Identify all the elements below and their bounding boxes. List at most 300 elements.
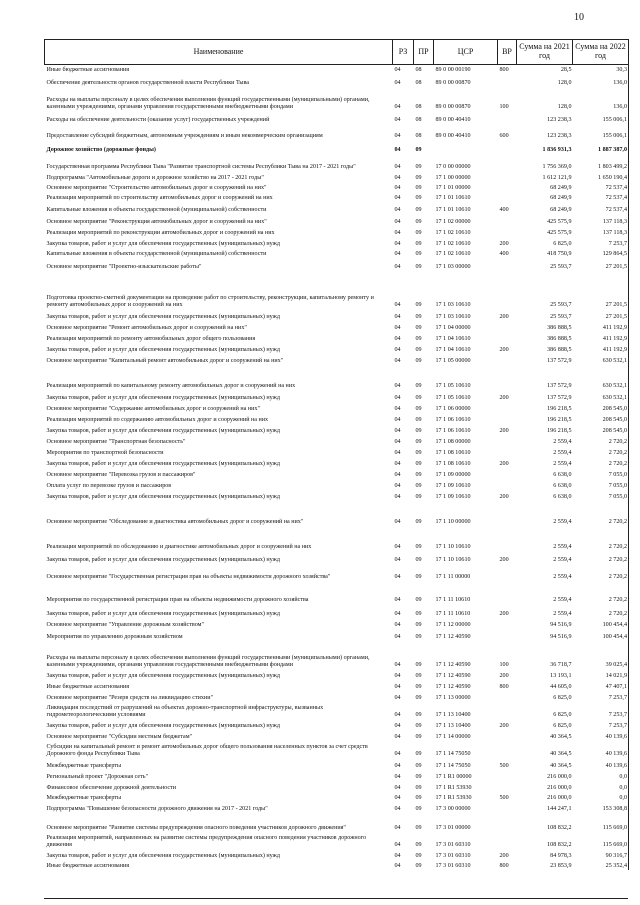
- cell-pr: 08: [415, 67, 422, 73]
- cell-name: Закупка товаров, работ и услуг для обеспечения государственных (муниципальных) нужд: [46, 461, 280, 467]
- cell-rz: 04: [394, 450, 401, 456]
- cell-name: Капитальные вложения в объекты государственной (муниципальной) собственности: [46, 251, 267, 257]
- cell-sum-2022: 0,0: [573, 781, 629, 792]
- cell-vr: 200: [499, 314, 509, 320]
- table-row: [45, 271, 629, 309]
- cell-name: Основное мероприятие "Транспортная безопасность": [46, 439, 186, 445]
- cell-csr: 17 1 00 00000: [435, 175, 471, 181]
- cell-csr: 17 1 11 10610: [435, 611, 471, 617]
- cell-pr: 09: [415, 164, 422, 170]
- cell-vr: 200: [499, 241, 509, 247]
- cell-vr: [498, 802, 517, 813]
- cell-sum-2022: 136,0: [573, 87, 629, 111]
- cell-sum-2021: 23 853,9: [550, 863, 572, 869]
- cell-rz: 04: [394, 314, 401, 320]
- cell-csr: 17 1 14 75050: [435, 751, 471, 757]
- cell-vr: 500: [499, 763, 509, 769]
- cell-sum-2021: 6 825,0: [553, 723, 572, 729]
- cell-pr: 08: [415, 104, 422, 110]
- cell-sum-2022: 1 803 499,2: [573, 154, 629, 171]
- cell-sum-2022: 30,3: [573, 65, 629, 75]
- header-sum-2021: Сумма на 2021 год: [517, 40, 573, 65]
- cell-vr: [498, 140, 517, 154]
- cell-name: Закупка товаров, работ и услуг для обеспечения государственных (муниципальных) нужд: [46, 395, 280, 401]
- cell-name: Мероприятия по управлению дорожным хозяйством: [46, 634, 183, 640]
- cell-sum-2022: 90 316,7: [573, 849, 629, 860]
- cell-vr: 600: [499, 133, 509, 139]
- cell-vr: 800: [499, 67, 509, 73]
- cell-sum-2021: 196 218,5: [547, 406, 572, 412]
- table-row: [45, 214, 629, 226]
- cell-csr: 17 1 06 10610: [435, 428, 471, 434]
- cell-sum-2022: 47 407,1: [573, 680, 629, 691]
- cell-sum-2021: 94 516,9: [550, 634, 572, 640]
- cell-pr: 09: [415, 241, 422, 247]
- cell-vr: 100: [499, 104, 509, 110]
- cell-rz: 04: [394, 147, 401, 153]
- cell-vr: 500: [499, 795, 509, 801]
- cell-sum-2021: 2 559,4: [553, 461, 572, 467]
- cell-pr: 09: [415, 417, 422, 423]
- cell-sum-2021: 216 000,0: [547, 785, 572, 791]
- cell-sum-2022: 2 720,2: [573, 551, 629, 564]
- cell-csr: 17 1 02 00000: [435, 219, 471, 225]
- cell-pr: 09: [415, 230, 422, 236]
- table-row: [45, 402, 629, 413]
- cell-sum-2021: 6 638,0: [553, 494, 572, 500]
- cell-vr: [498, 581, 517, 604]
- cell-pr: 09: [415, 806, 422, 812]
- cell-name: Реализация мероприятий, направленных на развитие системы предупреждения опасного поведения участников дорожного движения: [46, 835, 367, 848]
- cell-sum-2021: 2 559,4: [553, 544, 572, 550]
- cell-pr: 08: [415, 117, 422, 123]
- cell-pr: 09: [415, 219, 422, 225]
- cell-name: Основное мероприятие "Субсидии местным бюджетам": [46, 734, 193, 740]
- cell-sum-2022: 137 118,3: [573, 226, 629, 237]
- cell-csr: 17 1 02 10610: [435, 230, 471, 236]
- cell-vr: [498, 468, 517, 479]
- cell-pr: 09: [415, 207, 422, 213]
- cell-rz: 04: [394, 544, 401, 550]
- cell-vr: [498, 214, 517, 226]
- cell-pr: 09: [415, 195, 422, 201]
- cell-pr: 09: [415, 147, 422, 153]
- table-row: [45, 111, 629, 124]
- header-rz: РЗ: [393, 40, 414, 65]
- cell-pr: 09: [415, 395, 422, 401]
- cell-pr: 09: [415, 763, 422, 769]
- table-row: [45, 832, 629, 849]
- cell-sum-2022: 2 720,2: [573, 435, 629, 446]
- cell-rz: 04: [394, 611, 401, 617]
- cell-sum-2022: 630 532,1: [573, 365, 629, 390]
- table-row: [45, 413, 629, 424]
- cell-sum-2021: 216 000,0: [547, 774, 572, 780]
- cell-pr: 09: [415, 662, 422, 668]
- cell-csr: 17 1 02 10610: [435, 251, 471, 257]
- cell-csr: 17 1 13 10400: [435, 723, 471, 729]
- cell-vr: [498, 111, 517, 124]
- cell-name: Реализация мероприятий по реконструкции автомобильных дорог и сооружений на них: [46, 230, 275, 236]
- cell-rz: 04: [394, 164, 401, 170]
- cell-name: Закупка товаров, работ и услуг для обеспечения государственных (муниципальных) нужд: [46, 494, 280, 500]
- cell-sum-2021: 144 247,1: [547, 806, 572, 812]
- cell-sum-2021: 2 559,4: [553, 450, 572, 456]
- cell-name: Капитальные вложения в объекты государственной (муниципальной) собственности: [46, 207, 267, 213]
- cell-sum-2021: 40 364,5: [550, 734, 572, 740]
- cell-rz: 04: [394, 358, 401, 364]
- cell-sum-2022: 1 887 387,0: [573, 140, 629, 154]
- cell-name: Основное мероприятие "Государственная регистрация прав на объекты недвижимости дорожного хозяйства": [46, 574, 331, 580]
- cell-csr: 17 1 09 10610: [435, 494, 471, 500]
- cell-csr: 17 1 08 10610: [435, 450, 471, 456]
- cell-rz: 04: [394, 80, 401, 86]
- cell-csr: 17 1 03 10610: [435, 314, 471, 320]
- cell-sum-2022: 630 532,1: [573, 354, 629, 365]
- cell-sum-2021: 68 249,9: [550, 195, 572, 201]
- cell-rz: 04: [394, 104, 401, 110]
- cell-sum-2021: 1 612 121,9: [542, 175, 572, 181]
- cell-rz: 04: [394, 763, 401, 769]
- cell-sum-2022: 411 192,9: [573, 343, 629, 354]
- cell-csr: 17 1 01 10610: [435, 195, 471, 201]
- cell-sum-2021: 1 836 931,3: [542, 147, 572, 153]
- header-vr: ВР: [498, 40, 517, 65]
- cell-vr: [498, 192, 517, 202]
- cell-pr: 09: [415, 611, 422, 617]
- cell-rz: 04: [394, 723, 401, 729]
- cell-csr: 17 1 05 10610: [435, 395, 471, 401]
- cell-sum-2021: 2 559,4: [553, 439, 572, 445]
- cell-rz: 04: [394, 472, 401, 478]
- cell-pr: 09: [415, 450, 422, 456]
- cell-name: Межбюджетные трансферты: [46, 763, 122, 769]
- table-row: [45, 390, 629, 402]
- cell-sum-2022: 40 139,6: [573, 741, 629, 758]
- cell-sum-2022: 411 192,9: [573, 321, 629, 332]
- cell-vr: 100: [499, 662, 509, 668]
- table-row: [45, 501, 629, 526]
- cell-name: Государственная программа Республики Тыва "Развитие транспортной системы Республики Тыва на 2017 - 2021 годы": [46, 164, 356, 170]
- cell-csr: 17 1 R1 00000: [435, 774, 472, 780]
- cell-sum-2022: 0,0: [573, 770, 629, 781]
- cell-pr: 09: [415, 175, 422, 181]
- cell-pr: 09: [415, 695, 422, 701]
- table-row: [45, 435, 629, 446]
- cell-sum-2021: 25 593,7: [550, 314, 572, 320]
- cell-vr: [498, 271, 517, 309]
- cell-pr: 08: [415, 80, 422, 86]
- table-row: [45, 365, 629, 390]
- cell-sum-2021: 386 888,5: [547, 336, 572, 342]
- table-row: [45, 641, 629, 669]
- cell-pr: 09: [415, 472, 422, 478]
- cell-csr: 17 1 09 00000: [435, 472, 471, 478]
- table-row: [45, 691, 629, 702]
- table-row: [45, 792, 629, 802]
- cell-vr: [498, 501, 517, 526]
- cell-vr: [498, 730, 517, 741]
- cell-rz: 04: [394, 622, 401, 628]
- cell-rz: 04: [394, 117, 401, 123]
- cell-name: Финансовое обеспечение дорожной деятельности: [46, 785, 176, 791]
- cell-rz: 04: [394, 634, 401, 640]
- table-row: [45, 226, 629, 237]
- cell-vr: [498, 435, 517, 446]
- cell-csr: 17 1 10 00000: [435, 519, 471, 525]
- cell-vr: 800: [499, 863, 509, 869]
- cell-name: Региональный проект "Дорожная сеть": [46, 774, 149, 780]
- cell-sum-2021: 123 238,3: [547, 133, 572, 139]
- cell-sum-2021: 2 559,4: [553, 574, 572, 580]
- cell-rz: 04: [394, 325, 401, 331]
- cell-csr: 17 1 10 10610: [435, 544, 471, 550]
- cell-sum-2022: 155 006,1: [573, 124, 629, 140]
- cell-sum-2022: 27 201,5: [573, 258, 629, 271]
- cell-name: Закупка товаров, работ и услуг для обеспечения государственных (муниципальных) нужд: [46, 611, 280, 617]
- cell-name: Реализация мероприятий по обследованию и диагностике автомобильных дорог и сооружений на них: [46, 544, 312, 550]
- cell-vr: [498, 154, 517, 171]
- cell-sum-2022: 72 537,4: [573, 192, 629, 202]
- cell-name: Реализация мероприятий по ремонту автомобильных дорог общего пользования: [46, 336, 256, 342]
- cell-sum-2022: 14 021,9: [573, 669, 629, 680]
- cell-sum-2021: 1 756 369,0: [542, 164, 572, 170]
- cell-pr: 08: [415, 133, 422, 139]
- cell-csr: 17 3 01 00000: [435, 825, 471, 831]
- cell-pr: 09: [415, 336, 422, 342]
- cell-csr: 89 0 00 00870: [435, 104, 471, 110]
- cell-sum-2021: 68 249,9: [550, 185, 572, 191]
- table-row: [45, 74, 629, 87]
- table-row: [45, 258, 629, 271]
- cell-vr: [498, 258, 517, 271]
- table-row: [45, 192, 629, 202]
- cell-sum-2022: 208 545,0: [573, 424, 629, 435]
- cell-name: Обеспечение деятельности органов государственной власти Республики Тыва: [46, 80, 249, 86]
- cell-csr: 17 1 12 00000: [435, 622, 471, 628]
- cell-sum-2021: 40 364,5: [550, 751, 572, 757]
- table-row: [45, 813, 629, 832]
- cell-rz: 04: [394, 483, 401, 489]
- cell-csr: 17 3 01 60310: [435, 853, 471, 859]
- cell-rz: 04: [394, 557, 401, 563]
- cell-pr: 09: [415, 264, 422, 270]
- cell-pr: 09: [415, 347, 422, 353]
- cell-pr: 09: [415, 428, 422, 434]
- cell-vr: [498, 832, 517, 849]
- cell-vr: 200: [499, 673, 509, 679]
- cell-pr: 09: [415, 544, 422, 550]
- table-row: [45, 604, 629, 618]
- cell-sum-2021: 386 888,5: [547, 347, 572, 353]
- table-row: [45, 202, 629, 214]
- cell-vr: 200: [499, 557, 509, 563]
- cell-pr: 09: [415, 853, 422, 859]
- table-row: [45, 171, 629, 182]
- cell-name: Закупка товаров, работ и услуг для обеспечения государственных (муниципальных) нужд: [46, 347, 280, 353]
- cell-csr: 89 0 00 40410: [435, 133, 471, 139]
- cell-vr: 400: [499, 251, 509, 257]
- cell-sum-2022: 40 139,6: [573, 730, 629, 741]
- table-row: [45, 87, 629, 111]
- cell-rz: 04: [394, 185, 401, 191]
- cell-name: Предоставление субсидий бюджетным, автономным учреждениям и иным некоммерческим организациям: [46, 133, 323, 139]
- cell-name: Основное мероприятие "Управление дорожным хозяйством": [46, 622, 204, 628]
- cell-vr: 800: [499, 684, 509, 690]
- cell-sum-2022: 1 650 190,4: [573, 171, 629, 182]
- table-row: [45, 424, 629, 435]
- cell-name: Расходы на обеспечение деятельности (оказание услуг) государственных учреждений: [46, 117, 270, 123]
- table-row: [45, 849, 629, 860]
- cell-name: Реализация мероприятий по капитальному ремонту автомобильных дорог и сооружений на них: [46, 383, 296, 389]
- cell-sum-2022: 7 055,0: [573, 468, 629, 479]
- cell-name: Субсидии на капитальный ремонт и ремонт автомобильных дорог общего пользования населенных пунктов за счет средств Дорожного фонда Республики Тыва: [46, 744, 368, 757]
- cell-sum-2021: 2 559,4: [553, 557, 572, 563]
- cell-sum-2022: 100 454,4: [573, 629, 629, 641]
- cell-sum-2022: 137 118,3: [573, 214, 629, 226]
- cell-sum-2021: 123 238,3: [547, 117, 572, 123]
- cell-pr: 09: [415, 439, 422, 445]
- cell-sum-2022: 7 055,0: [573, 490, 629, 501]
- cell-rz: 04: [394, 195, 401, 201]
- cell-pr: 09: [415, 825, 422, 831]
- cell-csr: 89 0 00 00190: [435, 67, 471, 73]
- cell-csr: 17 1 11 10610: [435, 597, 471, 603]
- cell-rz: 04: [394, 785, 401, 791]
- cell-vr: [498, 446, 517, 457]
- cell-name: Подготовка проектно-сметной документации на проведение работ по строительству, реконструкции, капитальному ремонту и ремонту автомобильных дорог и сооружений на них: [46, 295, 374, 308]
- table-row: [45, 182, 629, 192]
- cell-pr: 09: [415, 406, 422, 412]
- cell-sum-2022: 27 201,5: [573, 309, 629, 321]
- cell-sum-2022: 72 537,4: [573, 202, 629, 214]
- cell-name: Основное мероприятие "Реконструкция автомобильных дорог и сооружений на них": [46, 219, 267, 225]
- cell-pr: 09: [415, 785, 422, 791]
- cell-sum-2022: 27 201,5: [573, 271, 629, 309]
- cell-sum-2022: 0,0: [573, 792, 629, 802]
- cell-csr: 17 1 04 10610: [435, 336, 471, 342]
- cell-vr: 200: [499, 611, 509, 617]
- cell-pr: 09: [415, 185, 422, 191]
- cell-name: Подпрограмма "Повышение безопасности дорожного движения на 2017 - 2021 годы": [46, 806, 268, 812]
- cell-sum-2021: 2 559,4: [553, 519, 572, 525]
- cell-pr: 09: [415, 673, 422, 679]
- cell-pr: 09: [415, 494, 422, 500]
- cell-name: Мероприятия по транспортной безопасности: [46, 450, 164, 456]
- cell-sum-2021: 108 832,2: [547, 842, 572, 848]
- cell-pr: 09: [415, 634, 422, 640]
- cell-sum-2022: 411 192,9: [573, 332, 629, 343]
- cell-sum-2022: 100 454,4: [573, 618, 629, 629]
- table-row: [45, 618, 629, 629]
- table-row: [45, 680, 629, 691]
- cell-name: Основное мероприятие "Проектно-изыскательские работы": [46, 264, 202, 270]
- cell-csr: 17 1 05 00000: [435, 358, 471, 364]
- cell-pr: 09: [415, 597, 422, 603]
- cell-name: Подпрограмма "Автомобильные дороги и дорожное хозяйство на 2017 - 2021 годы": [46, 175, 264, 181]
- cell-csr: 17 3 01 60310: [435, 842, 471, 848]
- cell-name: Иные бюджетные ассигнования: [46, 67, 130, 73]
- table-bottom-border: [44, 898, 628, 899]
- cell-pr: 09: [415, 734, 422, 740]
- cell-rz: 04: [394, 863, 401, 869]
- cell-pr: 09: [415, 383, 422, 389]
- cell-name: Мероприятия по государственной регистрации прав на объекты недвижимости дорожного хозяйства: [46, 597, 309, 603]
- cell-vr: [498, 618, 517, 629]
- cell-sum-2022: 2 720,2: [573, 581, 629, 604]
- cell-rz: 04: [394, 695, 401, 701]
- cell-csr: 17 1 12 40590: [435, 662, 471, 668]
- table-row: [45, 490, 629, 501]
- cell-sum-2021: 6 825,0: [553, 695, 572, 701]
- cell-csr: 17 1 13 10400: [435, 712, 471, 718]
- cell-csr: 17 1 14 75050: [435, 763, 471, 769]
- table-row: [45, 479, 629, 490]
- cell-vr: [498, 702, 517, 719]
- cell-name: Закупка товаров, работ и услуг для обеспечения государственных (муниципальных) нужд: [46, 314, 280, 320]
- cell-name: Реализация мероприятий по строительству автомобильных дорог и сооружений на них: [46, 195, 273, 201]
- cell-vr: [498, 741, 517, 758]
- cell-sum-2022: 155 006,1: [573, 111, 629, 124]
- cell-rz: 04: [394, 395, 401, 401]
- cell-rz: 04: [394, 67, 401, 73]
- cell-sum-2021: 128,0: [557, 80, 572, 86]
- cell-rz: 04: [394, 347, 401, 353]
- cell-csr: 17 1 04 00000: [435, 325, 471, 331]
- cell-sum-2022: 153 308,8: [573, 802, 629, 813]
- cell-vr: [498, 691, 517, 702]
- table-row: [45, 446, 629, 457]
- table-row: [45, 457, 629, 468]
- cell-pr: 09: [415, 723, 422, 729]
- cell-name: Дорожное хозяйство (дорожные фонды): [46, 147, 156, 153]
- cell-sum-2021: 25 593,7: [550, 264, 572, 270]
- cell-name: Основное мероприятие "Резерв средств на ликвидацию стихии": [46, 695, 213, 701]
- cell-sum-2022: 72 537,4: [573, 182, 629, 192]
- cell-vr: 200: [499, 853, 509, 859]
- table-row: [45, 730, 629, 741]
- cell-sum-2022: 2 720,2: [573, 526, 629, 551]
- cell-pr: 09: [415, 842, 422, 848]
- cell-pr: 09: [415, 557, 422, 563]
- cell-csr: 89 0 00 40410: [435, 117, 471, 123]
- cell-vr: [498, 182, 517, 192]
- cell-rz: 04: [394, 383, 401, 389]
- page-number: 10: [574, 12, 584, 23]
- table-row: [45, 354, 629, 365]
- cell-rz: 04: [394, 712, 401, 718]
- cell-name: Реализация мероприятий по содержанию автомобильных дорог и сооружений на них: [46, 417, 269, 423]
- cell-rz: 04: [394, 302, 401, 308]
- cell-name: Основное мероприятие "Строительство автомобильных дорог и сооружений на них": [46, 185, 267, 191]
- cell-pr: 09: [415, 751, 422, 757]
- table-row: [45, 343, 629, 354]
- cell-pr: 09: [415, 774, 422, 780]
- cell-name: Закупка товаров, работ и услуг для обеспечения государственных (муниципальных) нужд: [46, 723, 280, 729]
- table-row: [45, 758, 629, 770]
- cell-sum-2021: 28,5: [560, 67, 572, 73]
- cell-rz: 04: [394, 673, 401, 679]
- cell-sum-2021: 2 559,4: [553, 597, 572, 603]
- cell-sum-2021: 6 638,0: [553, 472, 572, 478]
- cell-vr: 200: [499, 347, 509, 353]
- cell-sum-2021: 196 218,5: [547, 428, 572, 434]
- cell-vr: [498, 402, 517, 413]
- cell-sum-2021: 44 605,0: [550, 684, 572, 690]
- header-sum-2022: Сумма на 2022 год: [573, 40, 629, 65]
- cell-sum-2021: 13 193,1: [550, 673, 572, 679]
- cell-csr: 17 1 08 10610: [435, 461, 471, 467]
